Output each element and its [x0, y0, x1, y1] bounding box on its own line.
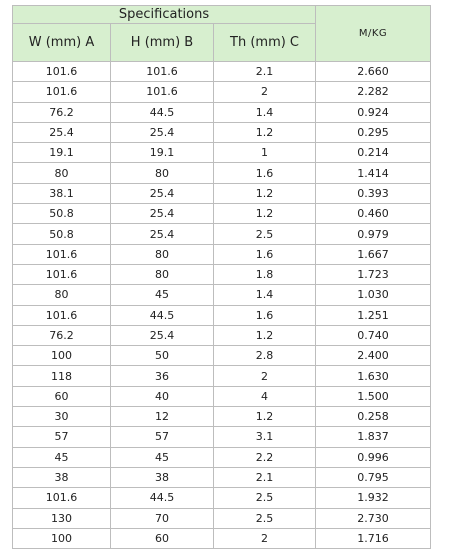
- mkg-cell: 1.837: [316, 427, 431, 447]
- width-cell: 19.1: [13, 143, 111, 163]
- thickness-cell: 3.1: [214, 427, 316, 447]
- mkg-cell: 1.251: [316, 305, 431, 325]
- mkg-cell: 1.630: [316, 366, 431, 386]
- thickness-cell: 1.6: [214, 244, 316, 264]
- height-cell: 25.4: [111, 325, 214, 345]
- table-row: [13, 82, 431, 102]
- mkg-cell: 1.030: [316, 285, 431, 305]
- thickness-cell: 2.8: [214, 346, 316, 366]
- thickness-cell: 2.5: [214, 224, 316, 244]
- width-cell: 130: [13, 508, 111, 528]
- mkg-cell: 0.460: [316, 204, 431, 224]
- thickness-cell: 1.8: [214, 264, 316, 284]
- width-cell: 57: [13, 427, 111, 447]
- width-cell: 101.6: [13, 244, 111, 264]
- width-cell: 100: [13, 346, 111, 366]
- table-row: [13, 447, 431, 467]
- width-cell: 30: [13, 407, 111, 427]
- thickness-cell: 1.2: [214, 407, 316, 427]
- mkg-cell: 1.723: [316, 264, 431, 284]
- table-row: [13, 366, 431, 386]
- table-row: [13, 467, 431, 487]
- width-cell: 45: [13, 447, 111, 467]
- height-cell: 70: [111, 508, 214, 528]
- mkg-cell: 0.996: [316, 447, 431, 467]
- width-cell: 38: [13, 467, 111, 487]
- width-cell: 101.6: [13, 305, 111, 325]
- mkg-cell: 1.716: [316, 528, 431, 548]
- width-cell: 50.8: [13, 224, 111, 244]
- height-cell: 60: [111, 528, 214, 548]
- table-row: [13, 285, 431, 305]
- table-row: [13, 407, 431, 427]
- header-row-group: [13, 6, 431, 24]
- width-cell: 76.2: [13, 102, 111, 122]
- thickness-cell: 4: [214, 386, 316, 406]
- height-cell: 25.4: [111, 224, 214, 244]
- mkg-cell: 0.740: [316, 325, 431, 345]
- thickness-cell: 1.2: [214, 325, 316, 345]
- table-row: [13, 204, 431, 224]
- table-row: [13, 528, 431, 548]
- thickness-cell: 1.6: [214, 163, 316, 183]
- mkg-cell: 2.730: [316, 508, 431, 528]
- height-cell: 25.4: [111, 183, 214, 203]
- thickness-cell: 1: [214, 143, 316, 163]
- width-cell: 101.6: [13, 82, 111, 102]
- spec-table-container: [12, 5, 431, 549]
- specifications-header: Specifications: [13, 6, 316, 24]
- width-cell: 25.4: [13, 122, 111, 142]
- height-cell: 101.6: [111, 62, 214, 82]
- thickness-cell: 1.2: [214, 183, 316, 203]
- mkg-cell: 2.400: [316, 346, 431, 366]
- height-cell: 45: [111, 447, 214, 467]
- mkg-cell: 1.667: [316, 244, 431, 264]
- height-column-header: H (mm) B: [111, 24, 214, 62]
- table-header: [13, 6, 431, 62]
- mkg-cell: 1.414: [316, 163, 431, 183]
- table-row: [13, 244, 431, 264]
- height-cell: 44.5: [111, 305, 214, 325]
- table-row: [13, 122, 431, 142]
- height-cell: 12: [111, 407, 214, 427]
- mkg-cell: 0.295: [316, 122, 431, 142]
- table-row: [13, 163, 431, 183]
- table-row: [13, 102, 431, 122]
- mkg-cell: 1.932: [316, 488, 431, 508]
- width-cell: 118: [13, 366, 111, 386]
- table-row: [13, 427, 431, 447]
- table-row: [13, 346, 431, 366]
- width-cell: 101.6: [13, 488, 111, 508]
- width-cell: 80: [13, 163, 111, 183]
- thickness-cell: 2.1: [214, 467, 316, 487]
- height-cell: 40: [111, 386, 214, 406]
- thickness-cell: 2.1: [214, 62, 316, 82]
- mkg-cell: 0.258: [316, 407, 431, 427]
- height-cell: 25.4: [111, 122, 214, 142]
- height-cell: 19.1: [111, 143, 214, 163]
- height-cell: 80: [111, 163, 214, 183]
- width-cell: 101.6: [13, 264, 111, 284]
- height-cell: 57: [111, 427, 214, 447]
- mkg-cell: 0.393: [316, 183, 431, 203]
- mkg-cell: 2.660: [316, 62, 431, 82]
- mkg-cell: 0.795: [316, 467, 431, 487]
- table-row: [13, 143, 431, 163]
- table-row: [13, 62, 431, 82]
- thickness-cell: 2.2: [214, 447, 316, 467]
- thickness-cell: 1.2: [214, 122, 316, 142]
- thickness-cell: 1.2: [214, 204, 316, 224]
- height-cell: 44.5: [111, 488, 214, 508]
- table-row: [13, 508, 431, 528]
- height-cell: 44.5: [111, 102, 214, 122]
- mkg-column-header: M/KG: [316, 6, 431, 62]
- width-cell: 101.6: [13, 62, 111, 82]
- specifications-table: [12, 5, 431, 549]
- width-column-header: W (mm) A: [13, 24, 111, 62]
- height-cell: 50: [111, 346, 214, 366]
- table-row: [13, 305, 431, 325]
- height-cell: 80: [111, 264, 214, 284]
- thickness-cell: 2: [214, 82, 316, 102]
- mkg-cell: 0.214: [316, 143, 431, 163]
- thickness-cell: 1.4: [214, 102, 316, 122]
- table-row: [13, 488, 431, 508]
- height-cell: 38: [111, 467, 214, 487]
- table-row: [13, 183, 431, 203]
- height-cell: 80: [111, 244, 214, 264]
- height-cell: 36: [111, 366, 214, 386]
- width-cell: 80: [13, 285, 111, 305]
- width-cell: 60: [13, 386, 111, 406]
- thickness-column-header: Th (mm) C: [214, 24, 316, 62]
- thickness-cell: 2.5: [214, 508, 316, 528]
- width-cell: 38.1: [13, 183, 111, 203]
- height-cell: 101.6: [111, 82, 214, 102]
- table-row: [13, 224, 431, 244]
- width-cell: 100: [13, 528, 111, 548]
- table-body: [13, 62, 431, 549]
- height-cell: 45: [111, 285, 214, 305]
- table-row: [13, 264, 431, 284]
- width-cell: 50.8: [13, 204, 111, 224]
- thickness-cell: 2: [214, 366, 316, 386]
- thickness-cell: 1.6: [214, 305, 316, 325]
- width-cell: 76.2: [13, 325, 111, 345]
- thickness-cell: 2.5: [214, 488, 316, 508]
- height-cell: 25.4: [111, 204, 214, 224]
- table-row: [13, 386, 431, 406]
- mkg-cell: 2.282: [316, 82, 431, 102]
- thickness-cell: 1.4: [214, 285, 316, 305]
- table-row: [13, 325, 431, 345]
- mkg-cell: 0.979: [316, 224, 431, 244]
- mkg-cell: 0.924: [316, 102, 431, 122]
- thickness-cell: 2: [214, 528, 316, 548]
- mkg-cell: 1.500: [316, 386, 431, 406]
